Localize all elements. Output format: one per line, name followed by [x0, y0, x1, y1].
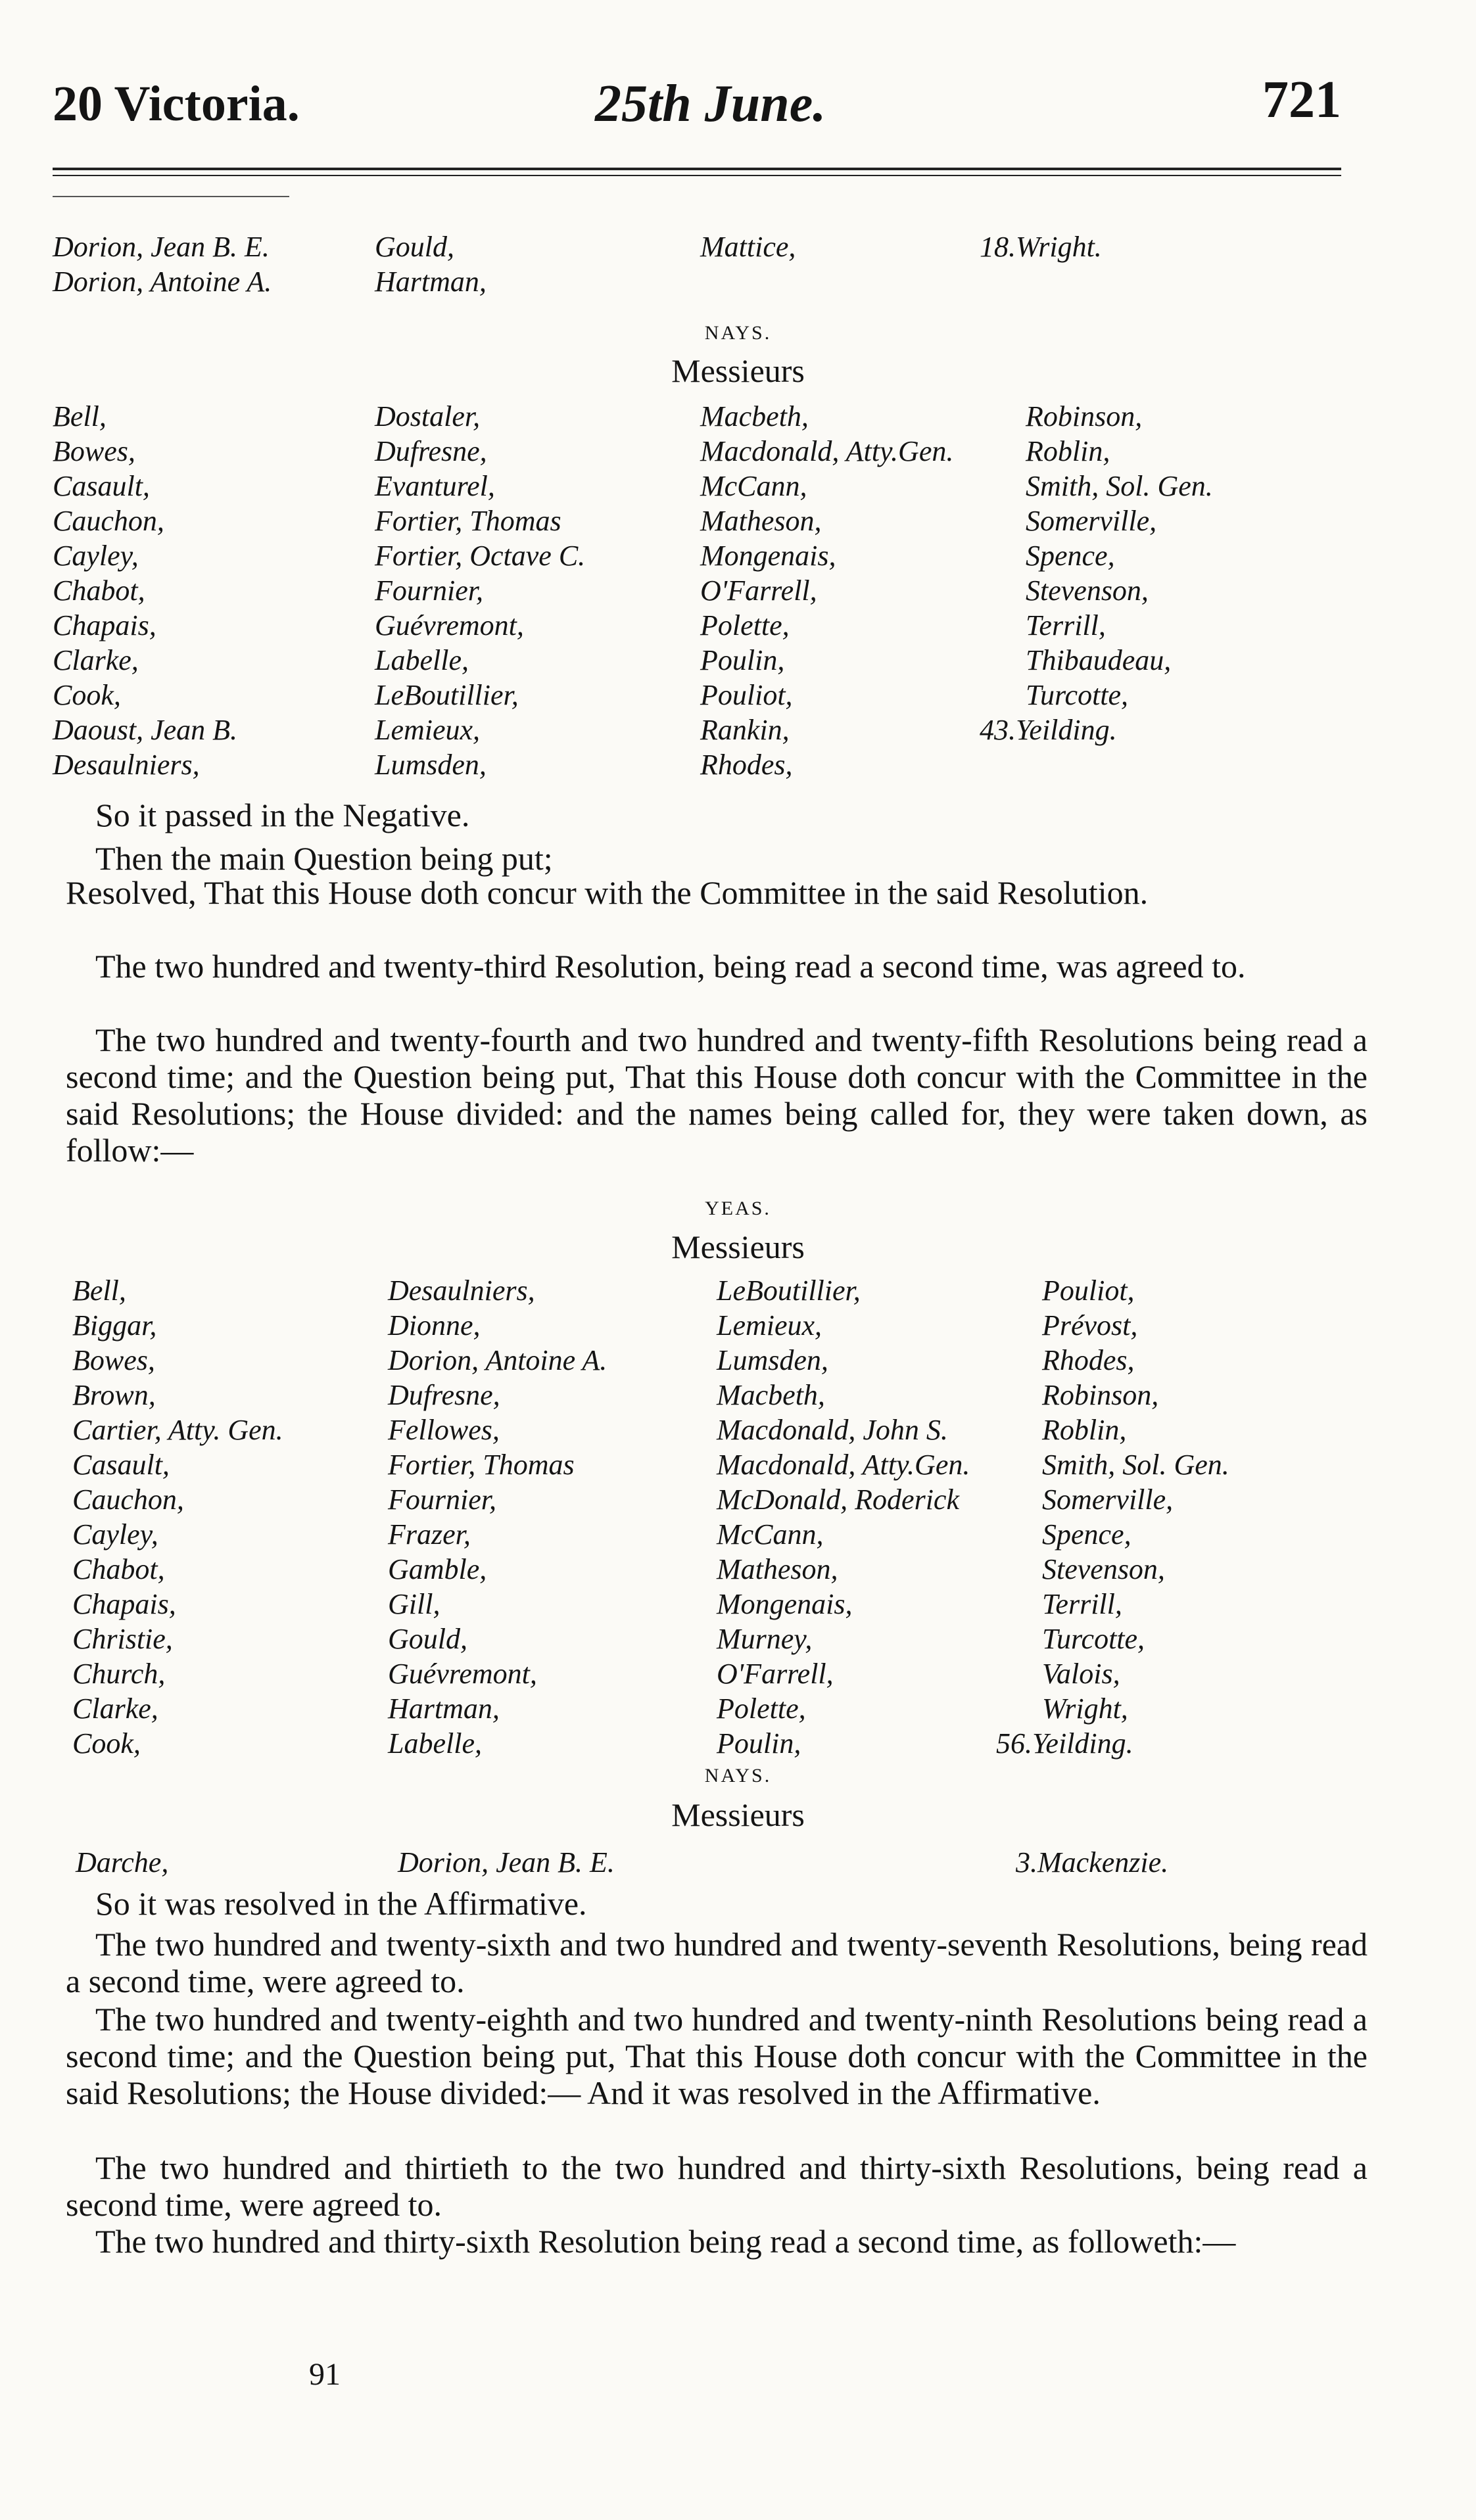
list-item: [72, 1727, 1387, 1762]
member-name: Labelle,: [388, 1727, 482, 1760]
signature-mark: 91: [309, 2357, 341, 2392]
member-name: 43.Yeilding.: [980, 714, 1117, 746]
session-label: 20 Victoria.: [53, 76, 300, 131]
member-name: Stevenson,: [1026, 574, 1149, 607]
member-name: Gamble,: [388, 1553, 487, 1585]
list-item: [72, 1587, 1387, 1622]
member-name: Evanturel,: [375, 470, 495, 502]
member-name: 18.Wright.: [980, 231, 1102, 263]
member-name: Dorion, Antoine A.: [388, 1344, 607, 1376]
member-name: Dufresne,: [375, 435, 487, 467]
nays-list: [76, 1846, 1391, 1880]
member-name: O'Farrell,: [700, 574, 817, 607]
member-name: Darche,: [76, 1846, 169, 1878]
member-name: Casault,: [72, 1449, 170, 1481]
member-name: Stevenson,: [1042, 1553, 1165, 1585]
member-name: Turcotte,: [1042, 1623, 1145, 1655]
member-name: Terrill,: [1042, 1588, 1122, 1620]
member-name: Roblin,: [1042, 1414, 1127, 1446]
member-name: Turcotte,: [1026, 679, 1129, 711]
member-name: Guévremont,: [375, 609, 524, 642]
list-item: [53, 748, 1368, 783]
member-name: Robinson,: [1042, 1379, 1159, 1411]
list-item: [72, 1343, 1387, 1378]
member-name: Clarke,: [72, 1692, 158, 1725]
paragraph: The two hundred and twenty-sixth and two hundred and twenty-seventh Resolutions, being read a second time, were agreed to.: [66, 1926, 1368, 1999]
list-item: [53, 265, 1368, 300]
member-name: Pouliot,: [700, 679, 793, 711]
list-item: [53, 678, 1368, 713]
paragraph: The two hundred and twenty-fourth and two hundred and twenty-fifth Resolutions being read a second time; and the Question being put, That this House doth concur with the Committee in the said Resolutions; the House divided: and the names being called for, they were taken down, as follow:—: [66, 1021, 1368, 1169]
list-item: [72, 1622, 1387, 1657]
list-item: [53, 643, 1368, 678]
member-name: Dufresne,: [388, 1379, 500, 1411]
member-name: Cook,: [53, 679, 121, 711]
member-name: Chabot,: [53, 574, 145, 607]
header-rule: [53, 168, 1341, 170]
paragraph: So it passed in the Negative.: [95, 797, 470, 833]
member-name: Hartman,: [375, 266, 487, 298]
member-name: Mongenais,: [717, 1588, 853, 1620]
list-item: [53, 574, 1368, 609]
member-name: Daoust, Jean B.: [53, 714, 238, 746]
member-name: Poulin,: [700, 644, 785, 676]
member-name: Dionne,: [388, 1309, 481, 1342]
member-name: Macdonald, Atty.Gen.: [717, 1449, 970, 1481]
member-name: McCann,: [717, 1518, 824, 1551]
paragraph: The two hundred and twenty-third Resolution, being read a second time, was agreed to.: [95, 948, 1246, 985]
member-name: O'Farrell,: [717, 1658, 834, 1690]
member-name: Macdonald, Atty.Gen.: [700, 435, 954, 467]
list-item: [53, 469, 1368, 504]
member-name: Dorion, Antoine A.: [53, 266, 272, 298]
member-name: Polette,: [700, 609, 790, 642]
paragraph: The two hundred and thirty-sixth Resolution being read a second time, as followeth:—: [95, 2223, 1236, 2260]
member-name: Macbeth,: [700, 400, 809, 432]
member-name: Gill,: [388, 1588, 440, 1620]
member-name: Matheson,: [700, 505, 822, 537]
member-name: Brown,: [72, 1379, 156, 1411]
list-item: [53, 230, 1368, 265]
member-name: Cauchon,: [53, 505, 164, 537]
member-name: Church,: [72, 1658, 166, 1690]
member-name: Somerville,: [1026, 505, 1157, 537]
member-name: Fortier, Thomas: [388, 1449, 575, 1481]
member-name: Fournier,: [388, 1483, 496, 1516]
nays-heading: NAYS.: [704, 1765, 772, 1786]
member-name: Lemieux,: [717, 1309, 822, 1342]
member-name: Macbeth,: [717, 1379, 825, 1411]
member-name: Macdonald, John S.: [717, 1414, 948, 1446]
nays-list: [53, 400, 1368, 783]
yeas-list: [72, 1274, 1387, 1762]
member-name: Cayley,: [53, 540, 139, 572]
member-name: McDonald, Roderick: [717, 1483, 959, 1516]
member-name: Wright,: [1042, 1692, 1128, 1725]
member-name: Rankin,: [700, 714, 790, 746]
member-name: Desaulniers,: [388, 1274, 535, 1307]
list-item: [53, 400, 1368, 434]
list-item: [72, 1483, 1387, 1518]
member-name: Chapais,: [72, 1588, 176, 1620]
member-name: Cook,: [72, 1727, 141, 1760]
member-name: Prévost,: [1042, 1309, 1138, 1342]
member-name: Mongenais,: [700, 540, 836, 572]
member-name: 56.Yeilding.: [996, 1727, 1133, 1760]
member-name: Smith, Sol. Gen.: [1026, 470, 1213, 502]
member-name: Fortier, Thomas: [375, 505, 561, 537]
paragraph: The two hundred and twenty-eighth and two hundred and twenty-ninth Resolutions being read a second time; and the Question being put, That this House doth concur with the Committee in the said Resolutions; the House divided:— And it was resolved in the Affirmative.: [66, 2001, 1368, 2111]
member-name: Thibaudeau,: [1026, 644, 1172, 676]
member-name: Christie,: [72, 1623, 173, 1655]
member-name: Lumsden,: [717, 1344, 828, 1376]
member-name: Matheson,: [717, 1553, 838, 1585]
member-name: Bell,: [53, 400, 107, 432]
messieurs-heading: Messieurs: [671, 352, 805, 389]
member-name: Labelle,: [375, 644, 469, 676]
member-name: Poulin,: [717, 1727, 801, 1760]
member-name: Chabot,: [72, 1553, 165, 1585]
member-name: Rhodes,: [700, 749, 793, 781]
member-name: Spence,: [1042, 1518, 1131, 1551]
member-name: Frazer,: [388, 1518, 471, 1551]
list-item: [72, 1413, 1387, 1448]
list-item: [53, 434, 1368, 469]
member-name: Lumsden,: [375, 749, 487, 781]
list-item: [72, 1552, 1387, 1587]
member-name: Dorion, Jean B. E.: [53, 231, 270, 263]
member-name: Polette,: [717, 1692, 806, 1725]
member-name: Somerville,: [1042, 1483, 1174, 1516]
messieurs-heading: Messieurs: [671, 1796, 805, 1833]
member-name: LeBoutillier,: [375, 679, 519, 711]
list-item: [53, 713, 1368, 748]
member-name: Clarke,: [53, 644, 139, 676]
member-name: Fellowes,: [388, 1414, 500, 1446]
member-name: Desaulniers,: [53, 749, 200, 781]
member-name: Fortier, Octave C.: [375, 540, 586, 572]
paragraph: The two hundred and thirtieth to the two hundred and thirty-sixth Resolutions, being read a second time, were agreed to.: [66, 2149, 1368, 2223]
member-name: Cauchon,: [72, 1483, 184, 1516]
member-name: McCann,: [700, 470, 807, 502]
member-name: Dostaler,: [375, 400, 481, 432]
member-name: Spence,: [1026, 540, 1115, 572]
member-name: Roblin,: [1026, 435, 1110, 467]
member-name: Hartman,: [388, 1692, 500, 1725]
yeas-heading: YEAS.: [705, 1198, 771, 1219]
date-label: 25th June.: [595, 75, 826, 133]
member-name: Valois,: [1042, 1658, 1120, 1690]
list-item: [76, 1846, 1391, 1880]
member-name: Robinson,: [1026, 400, 1143, 432]
paragraph: So it was resolved in the Affirmative.: [95, 1885, 587, 1922]
member-name: Mattice,: [700, 231, 796, 263]
member-name: LeBoutillier,: [717, 1274, 861, 1307]
list-item: [53, 504, 1368, 539]
list-item: [72, 1309, 1387, 1343]
header-rule-thin: [53, 175, 1341, 176]
member-name: Guévremont,: [388, 1658, 537, 1690]
dotted-rule: [53, 196, 289, 197]
page-number: 721: [1262, 71, 1341, 129]
member-name: Gould,: [375, 231, 454, 263]
member-name: Rhodes,: [1042, 1344, 1135, 1376]
member-name: Cayley,: [72, 1518, 158, 1551]
list-item: [53, 539, 1368, 574]
member-name: Bell,: [72, 1274, 126, 1307]
yeas-continued-list: [53, 230, 1368, 300]
member-name: Gould,: [388, 1623, 467, 1655]
member-name: Fournier,: [375, 574, 483, 607]
paragraph: Then the main Question being put;: [95, 840, 553, 877]
page-header: [53, 69, 1341, 141]
list-item: [72, 1518, 1387, 1552]
nays-heading: NAYS.: [704, 322, 772, 344]
member-name: Bowes,: [53, 435, 135, 467]
list-item: [72, 1692, 1387, 1727]
list-item: [72, 1378, 1387, 1413]
member-name: Smith, Sol. Gen.: [1042, 1449, 1229, 1481]
member-name: Bowes,: [72, 1344, 155, 1376]
list-item: [53, 609, 1368, 643]
member-name: 3.Mackenzie.: [1016, 1846, 1169, 1878]
member-name: Cartier, Atty. Gen.: [72, 1414, 283, 1446]
member-name: Chapais,: [53, 609, 156, 642]
paragraph: Resolved, That this House doth concur with the Committee in the said Resolution.: [66, 874, 1149, 911]
member-name: Terrill,: [1026, 609, 1106, 642]
list-item: [72, 1274, 1387, 1309]
member-name: Murney,: [717, 1623, 813, 1655]
member-name: Pouliot,: [1042, 1274, 1135, 1307]
list-item: [72, 1657, 1387, 1692]
member-name: Dorion, Jean B. E.: [398, 1846, 615, 1878]
list-item: [72, 1448, 1387, 1483]
member-name: Biggar,: [72, 1309, 157, 1342]
messieurs-heading: Messieurs: [671, 1228, 805, 1265]
member-name: Lemieux,: [375, 714, 481, 746]
member-name: Casault,: [53, 470, 150, 502]
